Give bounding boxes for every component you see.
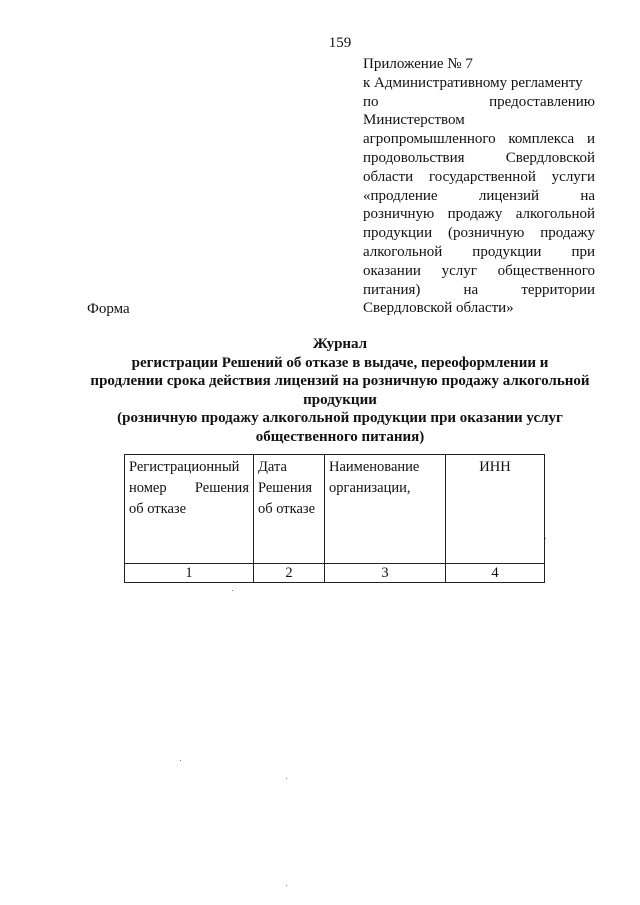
header-decision-date: Дата Решения об отказе [254,455,325,564]
column-number: 3 [325,564,446,583]
title-line: (розничную продажу алкогольной продукции при оказании услуг [117,410,563,427]
title-line: продлении срока действия лицензий на розничную продажу алкогольной [90,373,590,390]
appendix-line: Приложение № 7 [363,56,473,72]
scan-speck [286,778,287,779]
title-line: общественного питания) [255,428,425,445]
column-number: 4 [446,564,545,583]
form-label: Форма [87,301,130,317]
appendix-line: к Административному регламенту [363,74,583,91]
header-registration-number: Регистрационный номер Решения об отказе [125,455,254,564]
appendix-line: Свердловской области» [363,300,514,317]
journal-table [124,454,545,583]
title-line: продукции [303,391,377,408]
appendix-line: розничную продажу алкогольной [363,206,595,223]
column-number: 2 [254,564,325,583]
appendix-line: области государственной услуги [363,168,595,185]
title-line: Журнал [312,336,368,352]
scan-speck [232,590,233,591]
appendix-line: Министерством [363,112,465,129]
table-header-row [125,455,545,564]
header-organization-name: Наименование организации, [325,455,446,564]
appendix-line: продукции (розничную продажу [363,225,595,242]
appendix-line: агропромышленного комплекса и [363,131,595,148]
appendix-line: оказании услуг общественного [363,262,595,279]
appendix-line: продовольствия Свердловской [363,149,595,166]
scan-speck [286,885,287,886]
scan-speck [180,760,181,761]
journal-title [60,335,620,447]
title-line: регистрации Решений об отказе в выдаче, переоформлении и [131,354,549,371]
appendix-line: алкогольной продукции при [363,243,595,260]
column-number: 1 [125,564,254,583]
appendix-line: по предоставлению [363,93,595,110]
appendix-block [363,55,595,318]
header-inn: ИНН [446,455,545,564]
table-row [125,564,545,583]
page-number: 159 [328,35,352,51]
appendix-line: «продление лицензий на [363,187,595,204]
scan-speck [545,538,546,539]
appendix-line: питания) на территории [363,281,595,298]
